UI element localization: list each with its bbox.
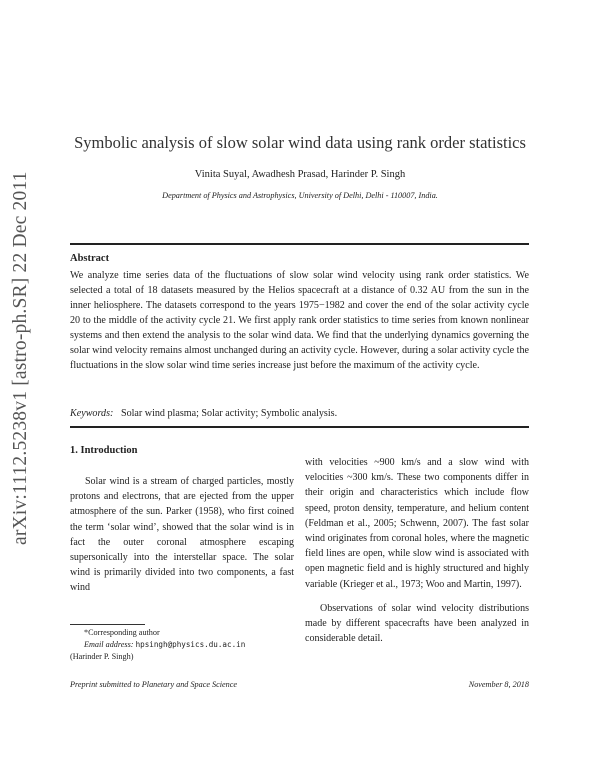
- email-label: Email address:: [84, 640, 134, 649]
- affiliation: Department of Physics and Astrophysics, University of Delhi, Delhi - 110007, India.: [162, 191, 438, 200]
- abstract-text: We analyze time series data of the fluctuations of slow solar wind velocity using rank order statistics. We selected a total of 18 datasets measured by the Helios spacecraft at a distance of 0.32 AU from the sun in the inner heliosphere. The datasets correspond to the years 1975−1982 and cover the end of the solar activity cycle 20 to the middle of the activity cycle 21. We first apply rank order statistics to time series from known nonlinear systems and then extend the analysis to the solar wind data. We find that the underlying dynamics governing the solar wind velocity remains almost unchanged during an activity cycle. However, during a solar activity cycle the fluctuations in the slow solar wind time series increase just before the maximum of the activity cycle.: [70, 270, 529, 371]
- email-line: [70, 639, 300, 651]
- date: November 8, 2018: [468, 680, 529, 689]
- footnote-rule: [70, 624, 145, 625]
- keywords-text: Solar wind plasma; Solar activity; Symbolic analysis.: [120, 408, 338, 419]
- footnote: [70, 627, 300, 663]
- intro-paragraph-1: Solar wind is a stream of charged particles, mostly protons and electrons, that are ejected from the upper atmosphere of the sun. Parker (1958), who first coined the term ‘solar wind’, showed that the solar wind is in fact the outer coronal atmosphere escaping supersonically into the interstellar space. The solar wind is primarily divided into two components, a fast wind: [70, 476, 294, 594]
- corresponding-author-note: *Corresponding author: [84, 628, 160, 637]
- right-column: [305, 455, 529, 646]
- keywords-line: [70, 408, 529, 419]
- intro-paragraph-3: Observations of solar wind velocity distributions made by different spacecrafts have been analyzed in considerable detail.: [305, 602, 529, 645]
- section-heading: 1. Introduction: [70, 445, 138, 456]
- arxiv-identifier: arXiv:1112.5238v1 [astro-ph.SR] 22 Dec 2011: [10, 171, 31, 545]
- author-name-note: (Harinder P. Singh): [70, 652, 134, 661]
- left-column: [70, 474, 294, 596]
- abstract-heading: Abstract: [70, 253, 110, 264]
- preprint-note: Preprint submitted to Planetary and Space Science: [70, 680, 238, 689]
- abstract-bottom-rule: [70, 426, 529, 428]
- intro-paragraph-2: with velocities ~900 km/s and a slow wind with velocities ~300 km/s. These two components differ in their origin and characteristics which include flow speed, proton density, temperature, and helium content (Feldman et al., 2005; Schwenn, 2007). The fast solar wind originates from coronal holes, where the magnetic field lines are open, while slow wind is associated with open magnetic field and is highly structured and highly variable (Krieger et al., 1973; Woo and Martin, 1997).: [305, 457, 529, 590]
- keywords-label: Keywords:: [70, 408, 114, 419]
- abstract-top-rule: [70, 243, 529, 245]
- author-list: Vinita Suyal, Awadhesh Prasad, Harinder P. Singh: [194, 169, 406, 180]
- paper-title: Symbolic analysis of slow solar wind data using rank order statistics: [74, 133, 526, 152]
- email-address: hpsingh@physics.du.ac.in: [135, 640, 246, 649]
